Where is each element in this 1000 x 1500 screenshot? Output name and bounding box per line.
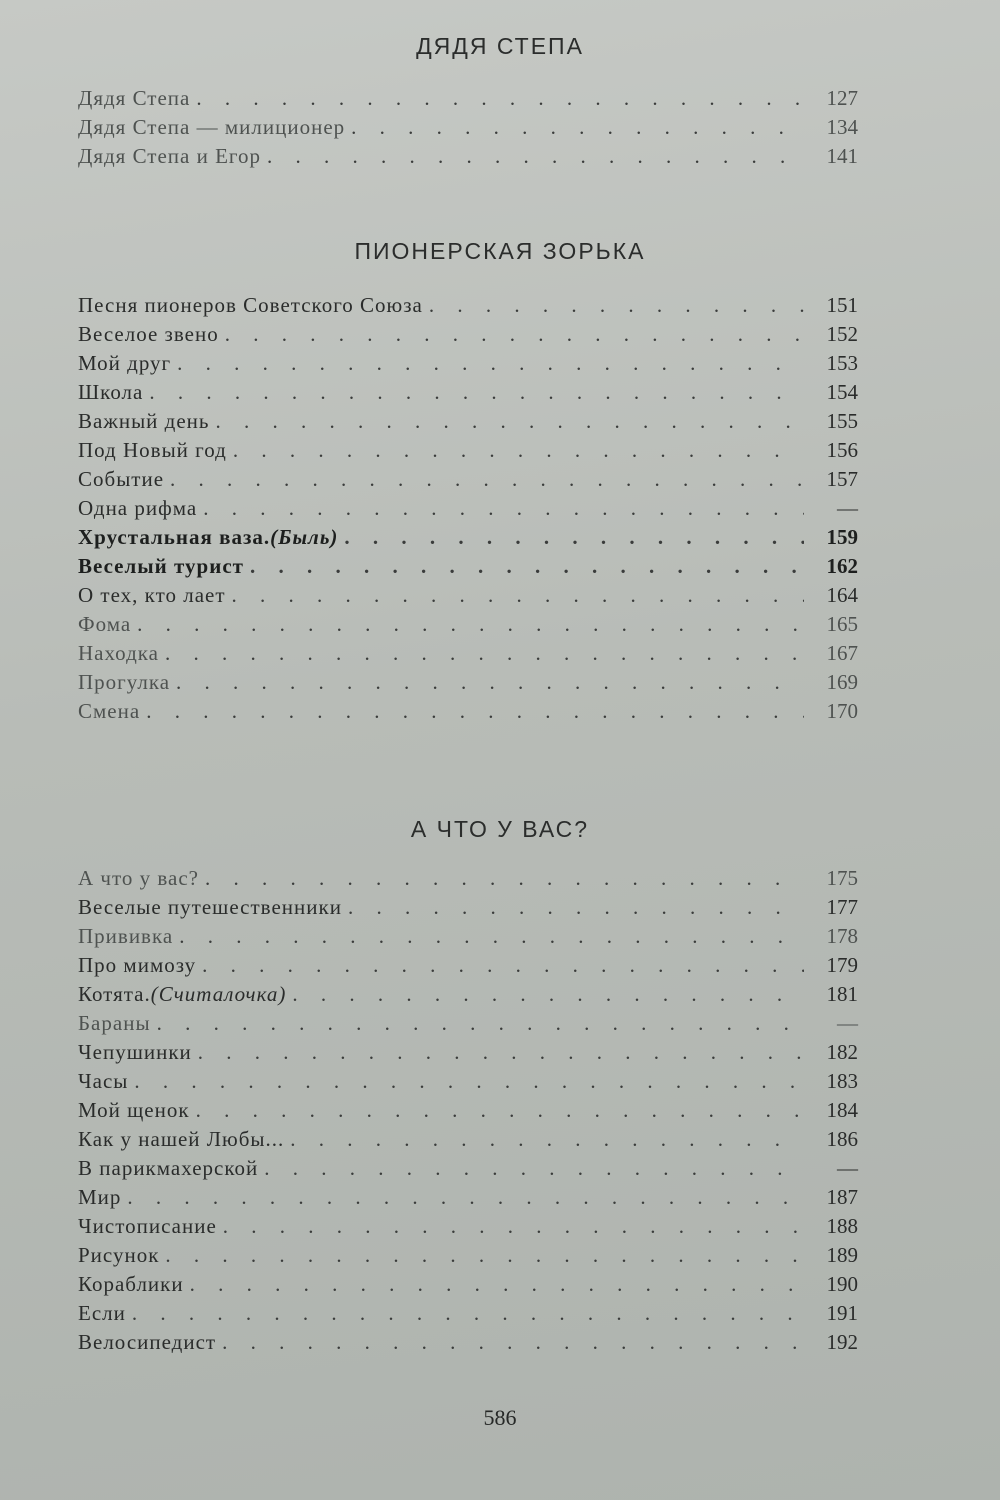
entry-title: Веселое звено [78,322,219,346]
dot-leader [264,1156,804,1181]
entry-title: Одна рифма [78,496,198,520]
dot-leader [198,1040,804,1065]
dot-leader [222,1330,804,1355]
entry-title: Прогулка [78,670,171,694]
toc-entry [78,1272,858,1301]
dot-leader [232,583,804,608]
entry-title: Школа [78,380,144,404]
toc-entry [78,86,858,115]
toc-entry [78,866,858,895]
entry-page: 175 [826,866,858,890]
entry-title: Событие [78,467,165,491]
entry-page: 181 [826,982,858,1006]
toc-entry [78,467,858,496]
entry-title: Мой друг [78,351,172,375]
dot-leader [137,612,804,637]
dot-leader [179,924,804,949]
entry-page: — [837,1011,858,1035]
dot-leader [225,322,804,347]
toc-entry [78,1301,858,1330]
entry-page: 157 [826,467,858,491]
entry-title: Песня пионеров Советского Союза [78,293,423,317]
entry-page: 192 [826,1330,858,1354]
section-title-dyadya-stepa: ДЯДЯ СТЕПА [416,33,584,59]
toc-list-dyadya-stepa [78,86,858,173]
dot-leader [203,496,804,521]
entry-page: 191 [826,1301,858,1325]
entry-page: 186 [826,1127,858,1151]
entry-page: 177 [826,895,858,919]
entry-title: Велосипедист [78,1330,217,1354]
toc-entry [78,895,858,924]
dot-leader [149,380,804,405]
dot-leader [292,982,804,1007]
dot-leader [165,641,804,666]
entry-page: 141 [826,144,858,168]
toc-entry [78,438,858,467]
entry-title: Хрустальная ваза. [78,525,271,549]
dot-leader [348,895,804,920]
section-title-pionerskaya-zorka: ПИОНЕРСКАЯ ЗОРЬКА [354,238,646,264]
entry-page: 154 [826,380,858,404]
dot-leader [216,409,805,434]
dot-leader [429,293,804,318]
entry-title: Веселый турист [78,554,244,578]
dot-leader [250,554,804,579]
dot-leader [202,953,804,978]
dot-leader [344,525,804,550]
entry-page: 187 [826,1185,858,1209]
entry-title: В парикмахерской [78,1156,259,1180]
entry-title: Находка [78,641,159,665]
entry-title: Чепушинки [78,1040,192,1064]
dot-leader [170,467,804,492]
entry-page: — [837,496,858,520]
entry-subtitle: (Считалочка) [150,982,287,1006]
entry-title: Прививка [78,924,174,948]
dot-leader [196,1098,804,1123]
entry-page: 151 [826,293,858,317]
toc-entry [78,641,858,670]
toc-entry [78,953,858,982]
entry-page: 183 [826,1069,858,1093]
entry-page: 188 [826,1214,858,1238]
entry-page: 156 [826,438,858,462]
entry-title: Смена [78,699,141,723]
toc-entry [78,380,858,409]
toc-entry [78,1214,858,1243]
entry-page: 127 [826,86,858,110]
entry-subtitle: (Быль) [270,525,339,549]
toc-list-pionerskaya-zorka [78,293,858,728]
entry-title: Мир [78,1185,122,1209]
toc-entry [78,409,858,438]
toc-entry [78,322,858,351]
entry-title-with-subtitle [78,982,286,1007]
dot-leader [176,670,804,695]
toc-entry [78,1098,858,1127]
dot-leader [165,1243,804,1268]
entry-page: 162 [826,554,858,578]
toc-list-a-chto-u-vas [78,866,858,1359]
toc-entry [78,924,858,953]
toc-entry [78,1185,858,1214]
dot-leader [267,144,804,169]
dot-leader [146,699,804,724]
toc-entry [78,1243,858,1272]
entry-page: 178 [826,924,858,948]
entry-page: 190 [826,1272,858,1296]
toc-entry [78,525,858,554]
toc-entry [78,1069,858,1098]
entry-page: 184 [826,1098,858,1122]
entry-page: 182 [826,1040,858,1064]
toc-entry [78,496,858,525]
page-number: 586 [483,1405,517,1430]
entry-page: 169 [826,670,858,694]
entry-title: Важный день [78,409,210,433]
toc-entry [78,612,858,641]
entry-title: А что у вас? [78,866,199,890]
dot-leader [132,1301,804,1326]
entry-page: 152 [826,322,858,346]
entry-page: 189 [826,1243,858,1267]
entry-title-with-subtitle [78,525,338,550]
entry-title: Бараны [78,1011,151,1035]
entry-title: Дядя Степа — милиционер [78,115,346,139]
toc-entry [78,115,858,144]
dot-leader [205,866,804,891]
dot-leader [223,1214,804,1239]
toc-entry [78,583,858,612]
entry-page: 165 [826,612,858,636]
dot-leader [157,1011,804,1036]
entry-page: 134 [826,115,858,139]
entry-title: Про мимозу [78,953,197,977]
dot-leader [127,1185,804,1210]
entry-page: — [837,1156,858,1180]
entry-title: Веселые путешественники [78,895,342,919]
entry-title: Мой щенок [78,1098,190,1122]
entry-page: 167 [826,641,858,665]
dot-leader [177,351,804,376]
toc-entry [78,293,858,322]
toc-entry [78,1040,858,1069]
entry-title: Часы [78,1069,129,1093]
toc-entry [78,699,858,728]
entry-page: 170 [826,699,858,723]
entry-page: 179 [826,953,858,977]
entry-title: Рисунок [78,1243,160,1267]
toc-entry [78,1156,858,1185]
dot-leader [190,1272,804,1297]
entry-title: О тех, кто лает [78,583,226,607]
toc-entry [78,144,858,173]
entry-title: Как у нашей Любы... [78,1127,285,1151]
entry-page: 155 [826,409,858,433]
dot-leader [196,86,804,111]
toc-entry [78,1011,858,1040]
entry-page: 153 [826,351,858,375]
dot-leader [233,438,804,463]
toc-entry [78,554,858,583]
entry-title: Дядя Степа [78,86,191,110]
entry-title: Фома [78,612,132,636]
toc-entry [78,351,858,380]
entry-page: 159 [826,525,858,549]
dot-leader [134,1069,804,1094]
toc-entry [78,670,858,699]
dot-leader [290,1127,804,1152]
section-title-a-chto-u-vas: А ЧТО У ВАС? [410,816,590,842]
entry-title: Дядя Степа и Егор [78,144,262,168]
entry-page: 164 [826,583,858,607]
entry-title: Котята. [78,982,151,1006]
entry-title: Чистописание [78,1214,217,1238]
toc-entry [78,1330,858,1359]
entry-title: Если [78,1301,126,1325]
entry-title: Кораблики [78,1272,184,1296]
toc-entry [78,1127,858,1156]
toc-entry [78,982,858,1011]
entry-title: Под Новый год [78,438,227,462]
dot-leader [351,115,804,140]
